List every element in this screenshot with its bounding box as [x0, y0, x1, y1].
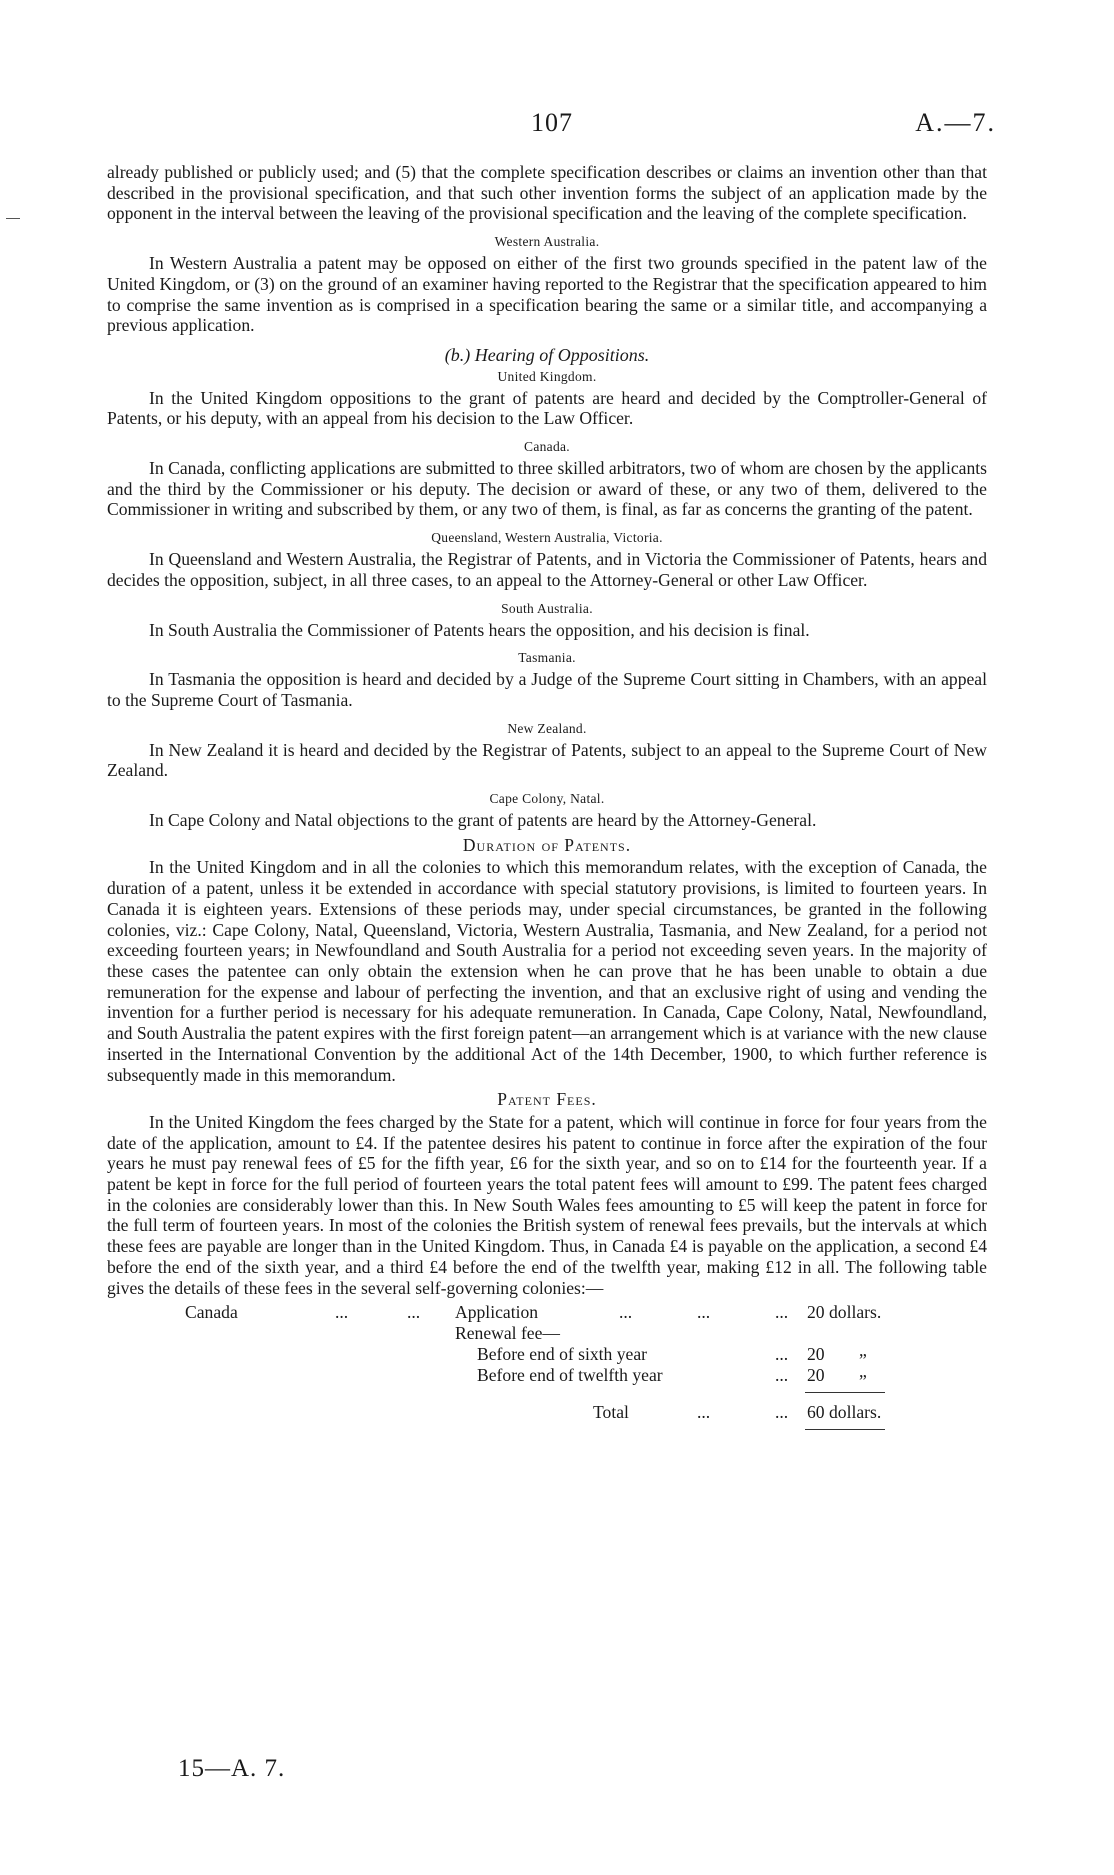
tasmania-heading: Tasmania. [518, 650, 576, 666]
fee-table-leader: ... [697, 1402, 711, 1423]
fee-table-leader: ... [775, 1365, 789, 1386]
fee-table-application-label: Application [455, 1302, 539, 1323]
fee-table-application-value: 20 dollars. [807, 1302, 882, 1323]
queensland-paragraph: In Queensland and Western Australia, the Registrar of Patents, and in Victoria the Commissioner of Patents, hears and decides the opposition, subject, in all three cases, to an appeal to the Attorney-General or other Law Officer. [107, 549, 987, 590]
hearing-oppositions-heading: (b.) Hearing of Oppositions. [444, 344, 650, 365]
western-australia-paragraph: In Western Australia a patent may be opposed on either of the first two grounds specified in the patent law of the United Kingdom, or (3) on the ground of an examiner having reported to the Registrar that the specification appeared to him to comprise the same invention as is comprised in a specification bearing the same or a similar title, and accompanying a previous application. [107, 253, 987, 336]
canada-paragraph: In Canada, conflicting applications are submitted to three skilled arbitrators, two of whom are chosen by the applicants and the third by the Commissioner or his deputy. The decision or award of these, or any two of them, delivered to the Commissioner in writing and subscribed by them, or any two of them, is final, as far as concerns the granting of the patent. [107, 458, 987, 520]
opening-paragraph: already published or publicly used; and (5) that the complete specification describes or claims an invention other than that described in the provisional specification, and that such other invention forms the subject of an application made by the opponent in the interval between the leaving of the provisional specification and the leaving of the complete specification. [107, 162, 987, 224]
fee-table [107, 1302, 987, 1447]
fee-table-sixth-value: 20 [807, 1344, 825, 1365]
fees-heading: Patent Fees. [497, 1089, 597, 1110]
subtotal-rule [805, 1392, 885, 1393]
cape-colony-paragraph: In Cape Colony and Natal objections to the grant of patents are heard by the Attorney-General. [149, 810, 817, 831]
margin-mark [6, 218, 20, 219]
tasmania-paragraph: In Tasmania the opposition is heard and decided by a Judge of the Supreme Court sitting in Chambers, with an appeal to the Supreme Court of Tasmania. [107, 669, 987, 710]
page-number: 107 [531, 108, 573, 137]
fee-table-sixth-label: Before end of sixth year [477, 1344, 648, 1365]
fee-table-leader: ... [697, 1302, 711, 1323]
south-australia-heading: South Australia. [501, 600, 593, 616]
duration-paragraph: In the United Kingdom and in all the colonies to which this memorandum relates, with the exception of Canada, the duration of a patent, unless it be extended in accordance with special statutory provisions, is limited to fourteen years. In Canada it is eighteen years. Extensions of these periods may, under special circumstances, be granted in the following colonies, viz.: Cape Colony, Natal, Queensland, Victoria, Western Australia, Tasmania, and New Zealand, for a period not exceeding fourteen years; in Newfoundland and South Australia for a period not exceeding seven years. In the majority of these cases the patentee can only obtain the extension when he can prove that he has been unable to obtain a due remuneration for the expense and labour of perfecting the invention, and that an exclusive right of using and vending the invention for a further period is necessary for his adequate remuneration. In Canada, Cape Colony, Natal, Newfoundland, and South Australia the patent expires with the first foreign patent—an arrangement which is at variance with the new clause inserted in the International Convention by the additional Act of the 14th December, 1900, to which further reference is subsequently made in this memorandum. [107, 857, 987, 1085]
fee-table-total-label: Total [593, 1402, 629, 1423]
united-kingdom-paragraph: In the United Kingdom oppositions to the grant of patents are heard and decided by the Comptroller-General of Patents, or his deputy, with an appeal from his decision to the Law Officer. [107, 387, 987, 429]
fee-table-ditto-mark: „ [859, 1340, 867, 1361]
canada-heading: Canada. [524, 439, 570, 455]
fee-table-renewal-label: Renewal fee— [455, 1323, 561, 1344]
new-zealand-heading: New Zealand. [507, 720, 587, 736]
fee-table-colony: Canada [185, 1302, 238, 1323]
body-text [107, 162, 987, 1447]
fee-table-leader: ... [407, 1302, 421, 1323]
western-australia-heading: Western Australia. [494, 234, 600, 250]
fee-table-leader: ... [619, 1302, 633, 1323]
fee-table-twelfth-label: Before end of twelfth year [477, 1365, 663, 1386]
signature-mark: 15—A. 7. [178, 1755, 286, 1782]
united-kingdom-heading: United Kingdom. [497, 368, 597, 384]
fees-paragraph: In the United Kingdom the fees charged by the State for a patent, which will continue in force for four years from the date of the application, amount to £4. If the patentee desires his patent to continue in force after the expiration of the four years he must pay renewal fees of £5 for the fifth year, £6 for the sixth year, and so on to £14 for the fourteenth year. If a patent be kept in force for the full period of fourteen years the total patent fees will amount to £99. The patent fees charged in the colonies are considerably lower than this. In New South Wales fees amounting to £5 will keep the patent in force for the full term of fourteen years. In most of the colonies the British system of renewal fees prevails, but the intervals at which these fees are payable are longer than in the United Kingdom. Thus, in Canada £4 is payable on the application, a second £4 before the end of the sixth year, and a third £4 before the end of the twelfth year, making £12 in all. The following table gives the details of these fees in the several self-governing colonies:— [107, 1111, 987, 1298]
fee-table-leader: ... [775, 1344, 789, 1365]
fee-table-leader: ... [775, 1302, 789, 1323]
total-rule [805, 1429, 885, 1430]
fee-table-leader: ... [335, 1302, 349, 1323]
fee-table-ditto-mark: „ [859, 1361, 867, 1382]
fee-table-twelfth-value: 20 [807, 1365, 825, 1386]
document-reference: A.—7. [915, 108, 996, 137]
cape-colony-heading: Cape Colony, Natal. [489, 791, 605, 807]
fee-table-leader: ... [775, 1402, 789, 1423]
queensland-heading: Queensland, Western Australia, Victoria. [431, 530, 663, 546]
fee-table-total-value: 60 dollars. [807, 1402, 882, 1423]
new-zealand-paragraph: In New Zealand it is heard and decided by the Registrar of Patents, subject to an appeal to the Supreme Court of New Zealand. [107, 739, 987, 781]
duration-heading: Duration of Patents. [462, 834, 632, 855]
south-australia-paragraph: In South Australia the Commissioner of Patents hears the opposition, and his decision is final. [149, 619, 810, 640]
